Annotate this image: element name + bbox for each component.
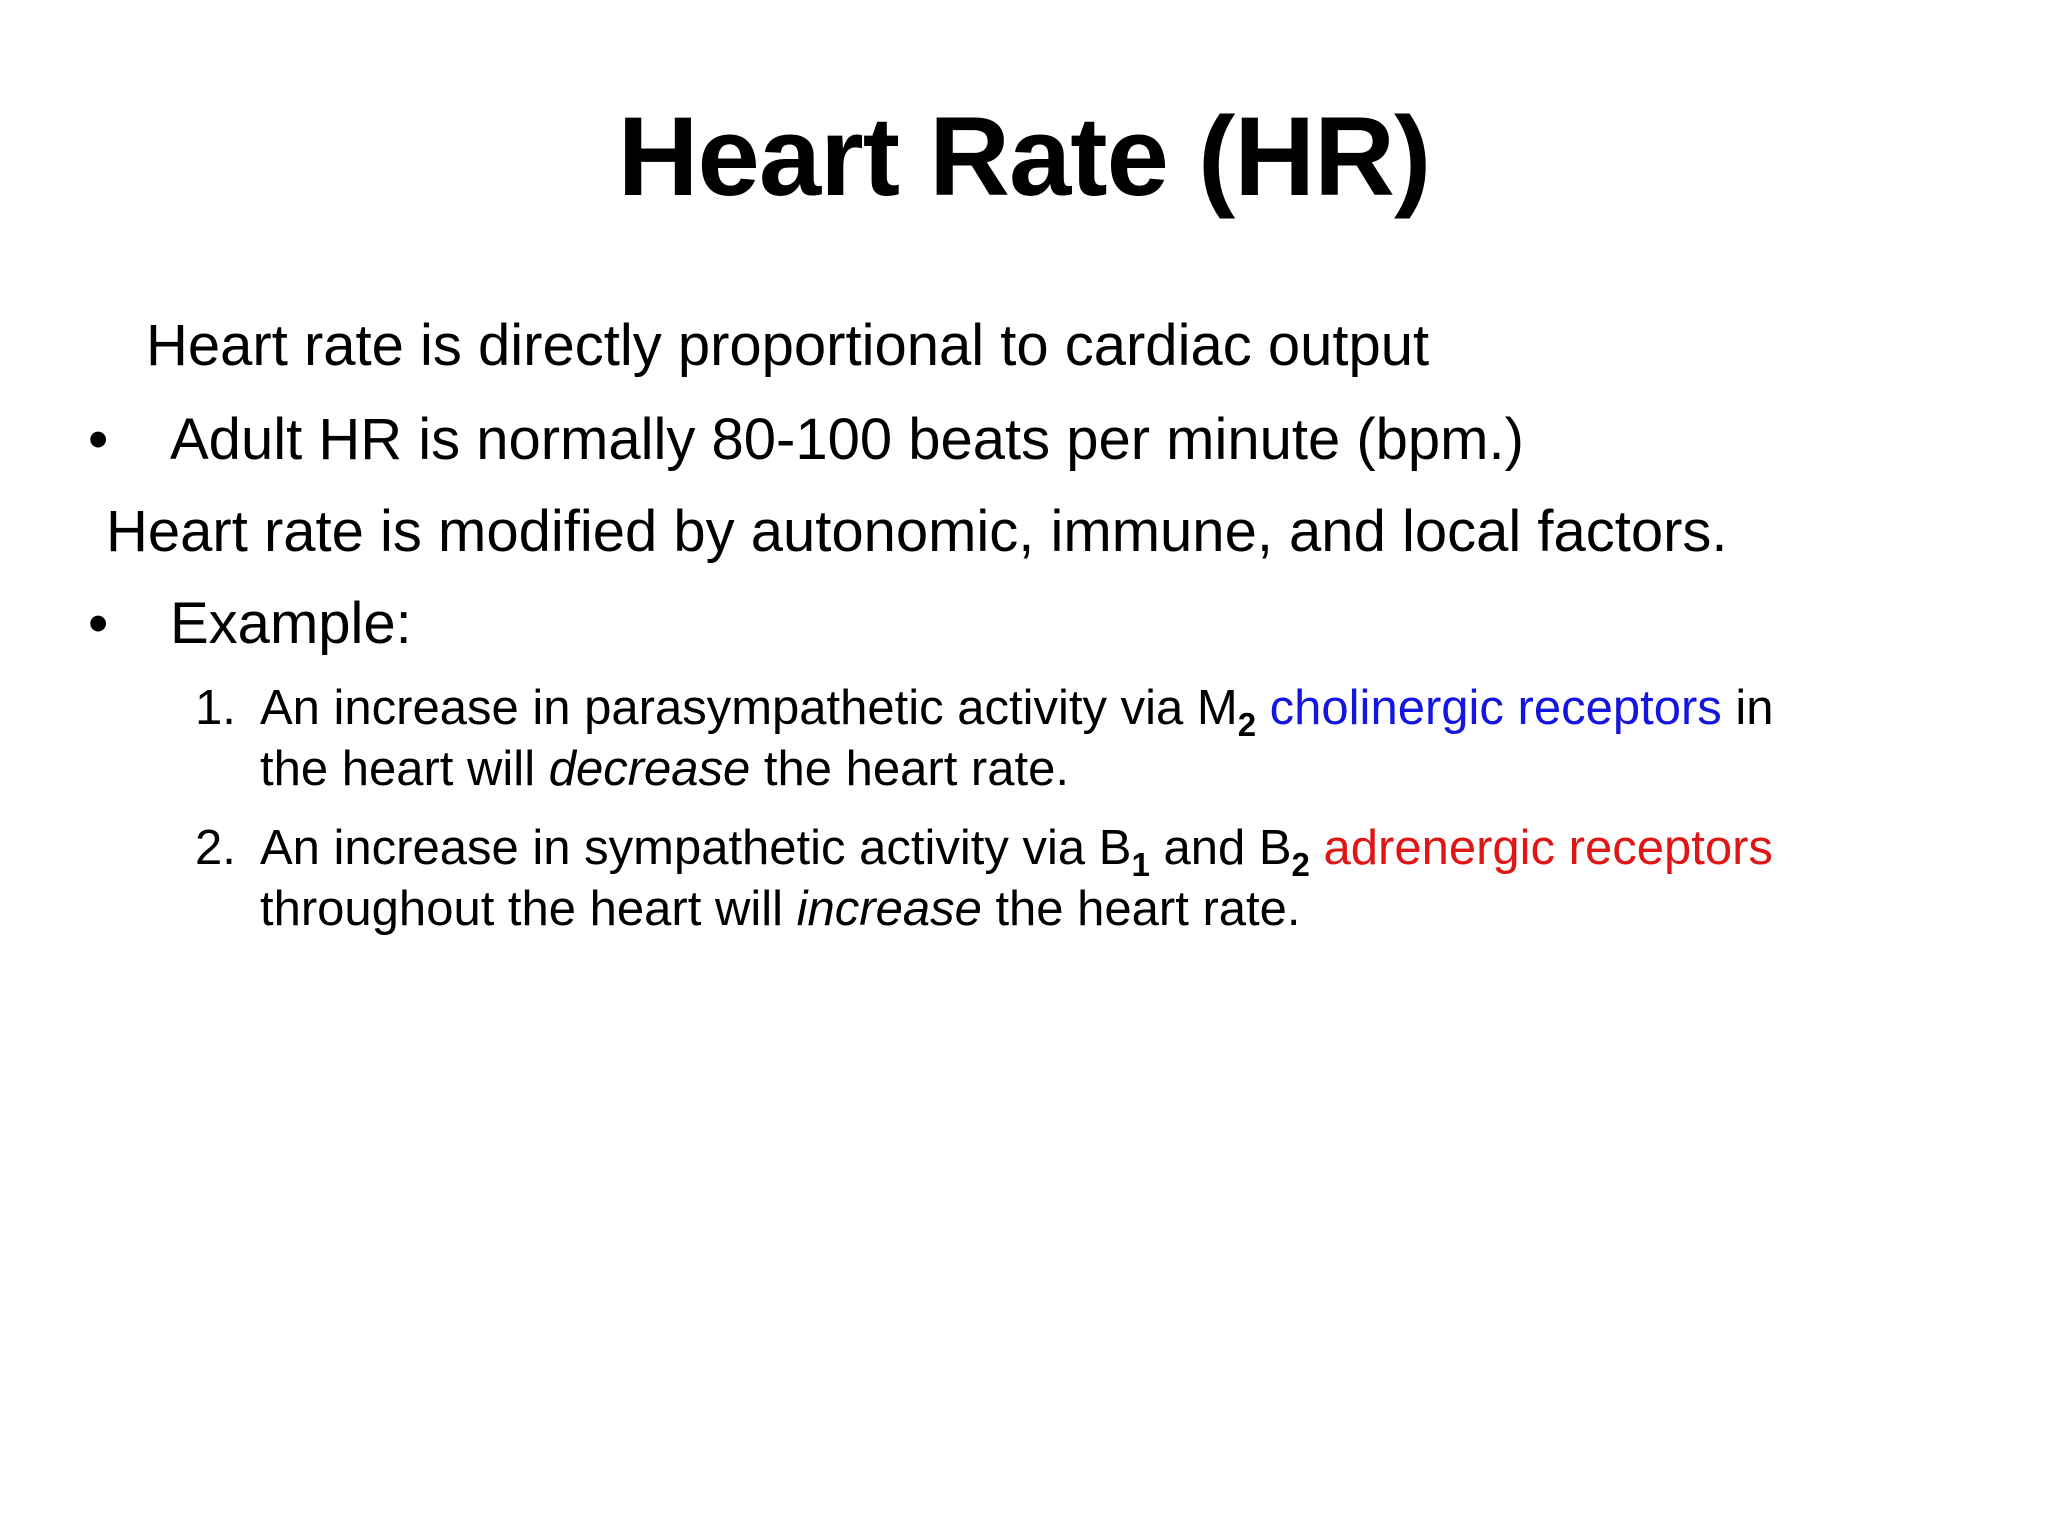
item-2-line-2-pre: throughout the heart will [260,882,797,936]
item-1-line-2-pre: the heart will [260,742,549,796]
bullet-marker-2: • [88,591,109,656]
modified-statement: Heart rate is modified by autonomic, immune, and local factors. [106,499,1728,564]
increase-emphasis: increase [796,882,982,936]
decrease-emphasis: decrease [548,742,751,796]
cholinergic-receptors: cholinergic receptors [1269,681,1722,735]
adrenergic-receptors: adrenergic receptors [1323,821,1773,875]
item-1-line-2-post: the heart rate. [750,742,1069,796]
item-1-subscript: 2 [1237,706,1257,743]
item-1-text-end: in [1735,681,1774,735]
item-2-subscript-1: 1 [1131,846,1150,883]
bullet-marker-1: • [88,407,109,472]
proportional-statement: Heart rate is directly proportional to cardiac output [146,313,1430,378]
item-2 [260,818,1773,940]
slide-title: Heart Rate (HR) [617,94,1431,219]
item-1-number: 1. [195,681,236,735]
adult-hr-bullet: Adult HR is normally 80-100 beats per minute (bpm.) [170,407,1524,472]
item-1-line-2 [260,739,1774,800]
item-1-line-1 [260,678,1774,743]
item-2-text: An increase in sympathetic activity via B [260,821,1132,875]
item-2-subscript-2: 2 [1291,846,1310,883]
item-2-number: 2. [195,821,236,875]
example-bullet: Example: [170,591,412,656]
item-1-text: An increase in parasympathetic activity via M [260,681,1238,735]
item-2-line-1 [260,818,1773,883]
item-2-text-and: and B [1149,821,1292,875]
item-1 [260,678,1774,800]
item-2-line-2 [260,879,1773,940]
item-2-line-2-post: the heart rate. [981,882,1301,936]
